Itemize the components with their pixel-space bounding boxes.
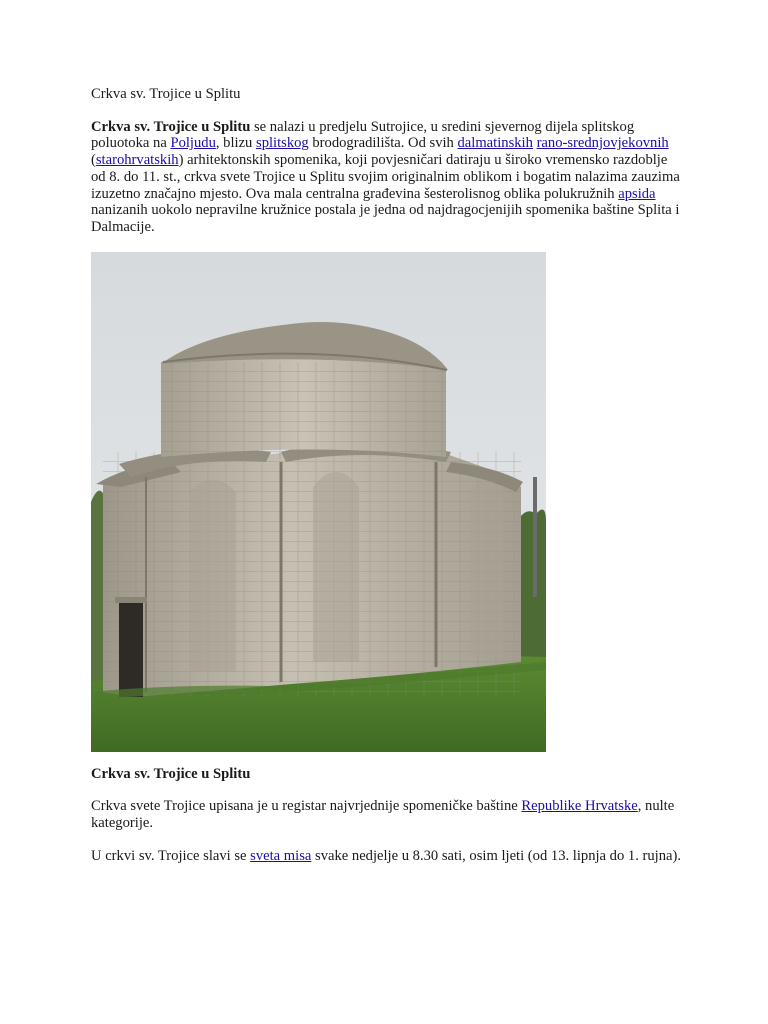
- intro-text-6: ) arhitektonskih spomenika, koji povjesničari datiraju u široko vremensko razdoblje od 8. do 11. st., crkva svete Trojice u Splitu svojim originalnim oblikom i bogatim nalazima zauzima izuzetno značajno mjesto. Ova mala centralna građevina šesterolisnog oblika polukružnih: [91, 152, 680, 202]
- link-sveta-misa[interactable]: sveta misa: [250, 847, 312, 864]
- link-republike-hrvatske[interactable]: Republike Hrvatske: [521, 798, 638, 815]
- intro-paragraph: [91, 119, 683, 236]
- document-content: [91, 86, 683, 880]
- photo-caption: [91, 766, 683, 783]
- photo-caption-text: Crkva sv. Trojice u Splitu: [91, 765, 251, 782]
- document-title: Crkva sv. Trojice u Splitu: [91, 86, 241, 102]
- mass-text-1: U crkvi sv. Trojice slavi se: [91, 847, 251, 864]
- intro-text-3: brodogradilišta. Od svih: [308, 135, 458, 152]
- intro-text-7: nanizanih uokolo nepravilne kružnice postala je jedna od najdragocjenijih spomenika baštine Splita i Dalmacije.: [91, 202, 680, 235]
- registry-text-1: Crkva svete Trojice upisana je u registar najvrjednije spomeničke baštine: [91, 798, 522, 815]
- registry-paragraph: [91, 798, 683, 831]
- link-apsida[interactable]: apsida: [618, 185, 656, 202]
- link-dalmatinskih[interactable]: dalmatinskih: [457, 135, 533, 152]
- mass-paragraph: [91, 848, 683, 865]
- intro-text-5: (: [91, 152, 96, 169]
- intro-text-1: se nalazi u predjelu Sutrojice, u sredini sjevernog dijela splitskog poluotoka na: [91, 118, 635, 152]
- link-splitskog[interactable]: splitskog: [256, 135, 309, 152]
- intro-bold-lead: Crkva sv. Trojice u Splitu: [91, 118, 251, 135]
- church-photo: [91, 252, 546, 752]
- mass-text-2: svake nedjelje u 8.30 sati, osim ljeti (od 13. lipnja do 1. rujna).: [311, 847, 682, 864]
- link-rano-srednjovjekovnih[interactable]: rano-srednjovjekovnih: [536, 135, 669, 152]
- intro-text-2: , blizu: [215, 135, 257, 152]
- link-poljudu[interactable]: Poljudu: [170, 135, 216, 152]
- registry-text-2: , nulte kategorije.: [91, 798, 675, 832]
- link-starohrvatskih[interactable]: starohrvatskih: [95, 152, 179, 169]
